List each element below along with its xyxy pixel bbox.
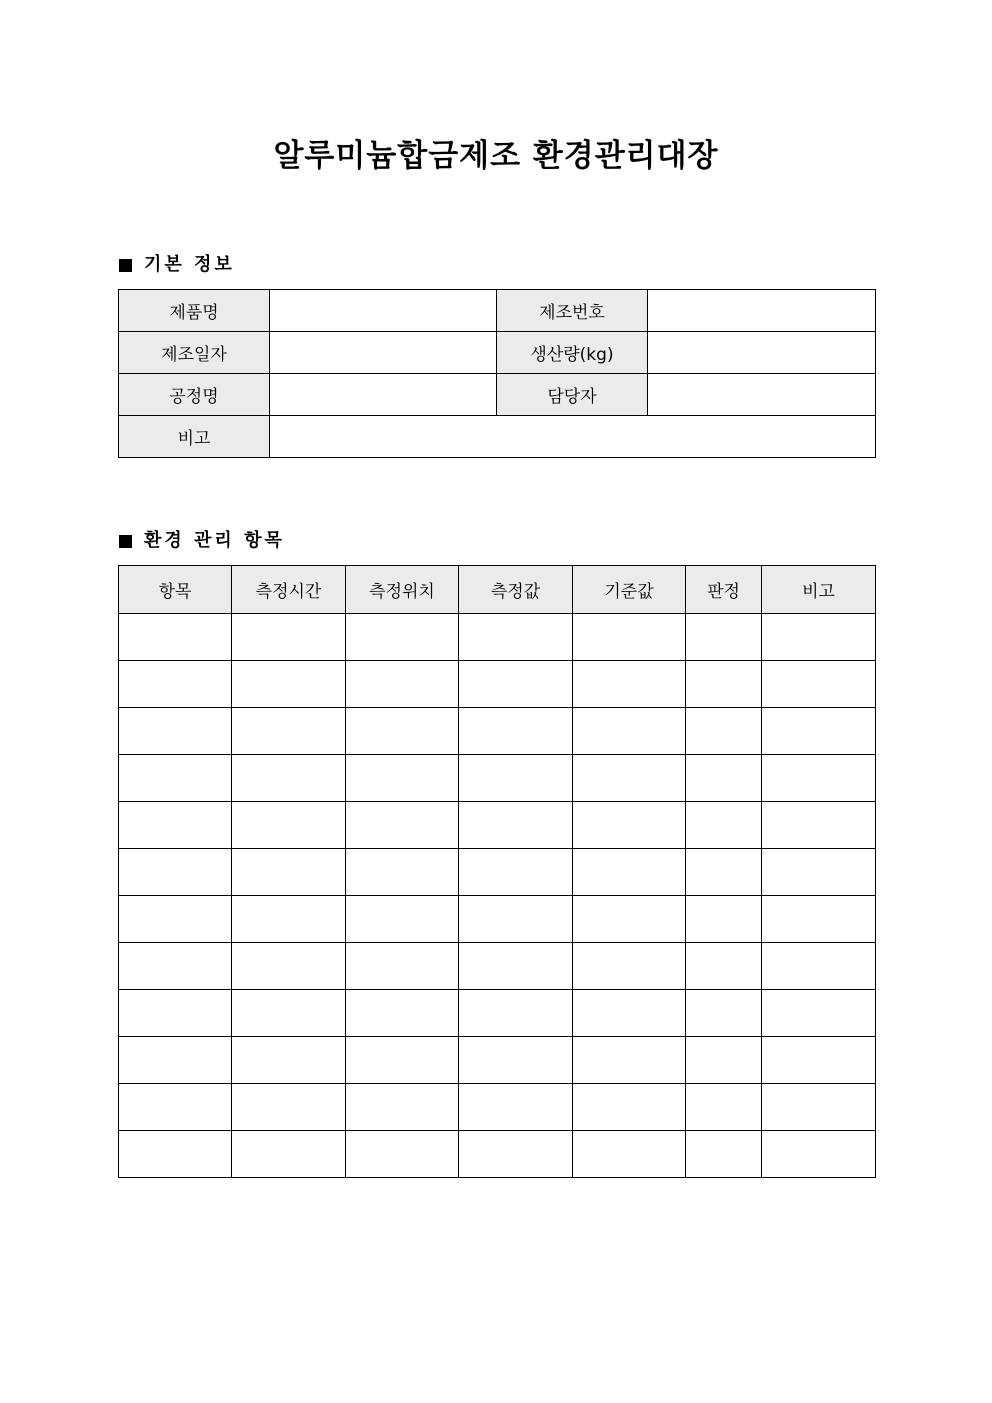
- column-header-measured-value: 측정값: [459, 566, 573, 614]
- info-row: [119, 290, 876, 332]
- product-name-field[interactable]: [270, 290, 497, 332]
- env-header-row: [119, 566, 876, 614]
- standard-value-cell[interactable]: [573, 1037, 686, 1084]
- process-name-field[interactable]: [270, 374, 497, 416]
- measure-location-cell[interactable]: [346, 755, 459, 802]
- table-row: [119, 990, 876, 1037]
- judgment-cell[interactable]: [686, 849, 762, 896]
- document-title: 알루미늄합금제조 환경관리대장: [273, 138, 719, 174]
- standard-value-cell[interactable]: [573, 708, 686, 755]
- measured-value-cell[interactable]: [459, 1037, 573, 1084]
- column-header-measure-location: 측정위치: [346, 566, 459, 614]
- remarks-field[interactable]: [270, 416, 876, 458]
- remarks-cell[interactable]: [762, 802, 876, 849]
- env-table-body: [119, 614, 876, 1178]
- manufacture-number-field[interactable]: [648, 290, 876, 332]
- env-items-heading-text: 환경 관리 항목: [144, 530, 285, 551]
- standard-value-cell[interactable]: [573, 990, 686, 1037]
- measured-value-cell[interactable]: [459, 1084, 573, 1131]
- measure-location-cell[interactable]: [346, 614, 459, 661]
- standard-value-cell[interactable]: [573, 896, 686, 943]
- item-cell[interactable]: [119, 614, 232, 661]
- manufacture-date-field[interactable]: [270, 332, 497, 374]
- remarks-cell[interactable]: [762, 943, 876, 990]
- item-cell[interactable]: [119, 1037, 232, 1084]
- measure-location-cell[interactable]: [346, 802, 459, 849]
- basic-info-heading-text: 기본 정보: [144, 254, 235, 275]
- measured-value-cell[interactable]: [459, 896, 573, 943]
- item-cell[interactable]: [119, 1131, 232, 1178]
- table-row: [119, 661, 876, 708]
- table-row: [119, 943, 876, 990]
- table-row: [119, 1037, 876, 1084]
- table-row: [119, 802, 876, 849]
- measure-time-cell[interactable]: [232, 896, 346, 943]
- measured-value-cell[interactable]: [459, 614, 573, 661]
- manufacture-date-label: 제조일자: [119, 332, 270, 374]
- item-cell[interactable]: [119, 802, 232, 849]
- measure-location-cell[interactable]: [346, 1131, 459, 1178]
- remarks-label: 비고: [119, 416, 270, 458]
- standard-value-cell[interactable]: [573, 755, 686, 802]
- column-header-standard-value: 기준값: [573, 566, 686, 614]
- production-amount-label: 생산량(kg): [497, 332, 648, 374]
- judgment-cell[interactable]: [686, 661, 762, 708]
- measure-time-cell[interactable]: [232, 1084, 346, 1131]
- measured-value-cell[interactable]: [459, 849, 573, 896]
- measure-location-cell[interactable]: [346, 708, 459, 755]
- square-bullet-icon: [119, 259, 132, 272]
- env-items-table: [118, 565, 876, 1178]
- manufacture-number-label: 제조번호: [497, 290, 648, 332]
- item-cell[interactable]: [119, 755, 232, 802]
- judgment-cell[interactable]: [686, 755, 762, 802]
- judgment-cell[interactable]: [686, 896, 762, 943]
- measure-time-cell[interactable]: [232, 755, 346, 802]
- measure-time-cell[interactable]: [232, 849, 346, 896]
- judgment-cell[interactable]: [686, 614, 762, 661]
- item-cell[interactable]: [119, 708, 232, 755]
- person-in-charge-field[interactable]: [648, 374, 876, 416]
- judgment-cell[interactable]: [686, 1084, 762, 1131]
- table-row: [119, 755, 876, 802]
- remarks-cell[interactable]: [762, 1037, 876, 1084]
- remarks-cell[interactable]: [762, 708, 876, 755]
- standard-value-cell[interactable]: [573, 1131, 686, 1178]
- standard-value-cell[interactable]: [573, 661, 686, 708]
- measure-time-cell[interactable]: [232, 1131, 346, 1178]
- measure-time-cell[interactable]: [232, 708, 346, 755]
- square-bullet-icon: [119, 535, 132, 548]
- judgment-cell[interactable]: [686, 943, 762, 990]
- measure-location-cell[interactable]: [346, 661, 459, 708]
- item-cell[interactable]: [119, 661, 232, 708]
- judgment-cell[interactable]: [686, 802, 762, 849]
- measured-value-cell[interactable]: [459, 802, 573, 849]
- measured-value-cell[interactable]: [459, 1131, 573, 1178]
- standard-value-cell[interactable]: [573, 1084, 686, 1131]
- person-in-charge-label: 담당자: [497, 374, 648, 416]
- standard-value-cell[interactable]: [573, 943, 686, 990]
- judgment-cell[interactable]: [686, 708, 762, 755]
- measured-value-cell[interactable]: [459, 943, 573, 990]
- item-cell[interactable]: [119, 943, 232, 990]
- item-cell[interactable]: [119, 990, 232, 1037]
- table-row: [119, 614, 876, 661]
- measured-value-cell[interactable]: [459, 661, 573, 708]
- measured-value-cell[interactable]: [459, 708, 573, 755]
- measure-time-cell[interactable]: [232, 661, 346, 708]
- measure-time-cell[interactable]: [232, 614, 346, 661]
- remarks-cell[interactable]: [762, 614, 876, 661]
- remarks-cell[interactable]: [762, 990, 876, 1037]
- judgment-cell[interactable]: [686, 1131, 762, 1178]
- product-name-label: 제품명: [119, 290, 270, 332]
- table-row: [119, 708, 876, 755]
- column-header-item: 항목: [119, 566, 232, 614]
- measure-time-cell[interactable]: [232, 802, 346, 849]
- basic-info-heading: [119, 253, 235, 277]
- column-header-judgment: 판정: [686, 566, 762, 614]
- basic-info-table: [118, 289, 876, 458]
- remarks-cell[interactable]: [762, 896, 876, 943]
- table-row: [119, 1131, 876, 1178]
- item-cell[interactable]: [119, 896, 232, 943]
- measured-value-cell[interactable]: [459, 990, 573, 1037]
- column-header-remarks: 비고: [762, 566, 876, 614]
- remarks-cell[interactable]: [762, 849, 876, 896]
- measure-location-cell[interactable]: [346, 849, 459, 896]
- info-row: [119, 416, 876, 458]
- measure-location-cell[interactable]: [346, 1037, 459, 1084]
- measure-location-cell[interactable]: [346, 990, 459, 1037]
- measure-location-cell[interactable]: [346, 1084, 459, 1131]
- measure-location-cell[interactable]: [346, 943, 459, 990]
- standard-value-cell[interactable]: [573, 614, 686, 661]
- info-row: [119, 332, 876, 374]
- table-row: [119, 849, 876, 896]
- remarks-cell[interactable]: [762, 661, 876, 708]
- measured-value-cell[interactable]: [459, 755, 573, 802]
- remarks-cell[interactable]: [762, 1131, 876, 1178]
- measure-time-cell[interactable]: [232, 1037, 346, 1084]
- table-row: [119, 1084, 876, 1131]
- env-items-heading: [119, 529, 285, 553]
- judgment-cell[interactable]: [686, 1037, 762, 1084]
- measure-time-cell[interactable]: [232, 943, 346, 990]
- standard-value-cell[interactable]: [573, 849, 686, 896]
- table-row: [119, 896, 876, 943]
- judgment-cell[interactable]: [686, 990, 762, 1037]
- process-name-label: 공정명: [119, 374, 270, 416]
- remarks-cell[interactable]: [762, 755, 876, 802]
- production-amount-field[interactable]: [648, 332, 876, 374]
- item-cell[interactable]: [119, 849, 232, 896]
- column-header-measure-time: 측정시간: [232, 566, 346, 614]
- remarks-cell[interactable]: [762, 1084, 876, 1131]
- measure-location-cell[interactable]: [346, 896, 459, 943]
- measure-time-cell[interactable]: [232, 990, 346, 1037]
- standard-value-cell[interactable]: [573, 802, 686, 849]
- item-cell[interactable]: [119, 1084, 232, 1131]
- info-row: [119, 374, 876, 416]
